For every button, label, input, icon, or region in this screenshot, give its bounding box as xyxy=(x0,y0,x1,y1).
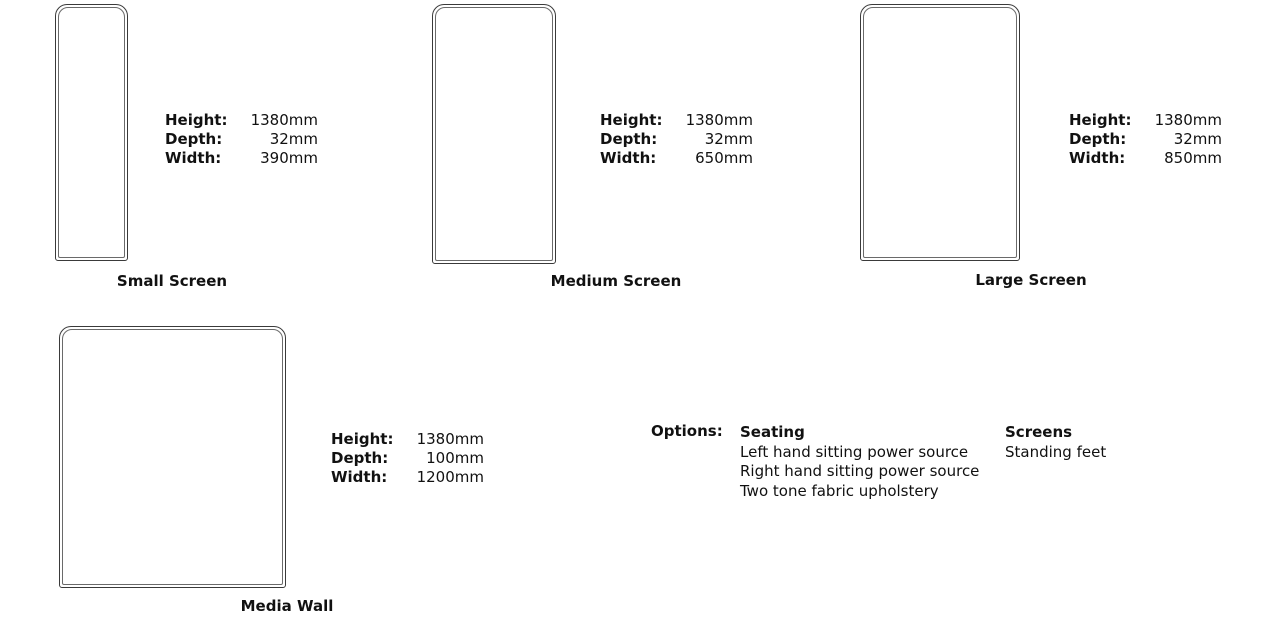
spec-label: Height: xyxy=(1069,111,1132,129)
spec-row-width xyxy=(331,468,484,487)
small-screen-specs xyxy=(165,111,318,168)
seating-option-item: Left hand sitting power source xyxy=(740,442,969,461)
spec-row-height xyxy=(331,430,484,449)
medium-screen-specs xyxy=(600,111,753,168)
spec-label: Width: xyxy=(331,468,388,486)
seating-options xyxy=(740,423,979,501)
spec-value: 100mm xyxy=(426,449,484,467)
spec-label: Depth: xyxy=(600,130,658,148)
screens-option-item: Standing feet xyxy=(1005,442,1107,461)
screens-options xyxy=(1005,423,1106,462)
spec-label: Height: xyxy=(331,430,394,448)
small-screen-panel xyxy=(55,4,128,261)
spec-label: Width: xyxy=(1069,149,1126,167)
spec-row-depth xyxy=(165,130,318,149)
spec-label: Depth: xyxy=(165,130,223,148)
spec-value: 1380mm xyxy=(685,111,753,129)
large-screen-specs xyxy=(1069,111,1222,168)
spec-row-width xyxy=(165,149,318,168)
medium-screen-panel xyxy=(432,4,556,264)
spec-value: 850mm xyxy=(1164,149,1222,167)
spec-value: 32mm xyxy=(704,130,753,148)
spec-row-height xyxy=(600,111,753,130)
spec-row-height xyxy=(165,111,318,130)
spec-label: Height: xyxy=(165,111,228,129)
media-wall-caption: Media Wall xyxy=(240,597,334,615)
small-screen-caption: Small Screen xyxy=(116,272,228,290)
spec-label: Height: xyxy=(600,111,663,129)
spec-value: 32mm xyxy=(269,130,318,148)
seating-heading: Seating xyxy=(740,423,805,441)
spec-label: Width: xyxy=(165,149,222,167)
seating-option-item: Right hand sitting power source xyxy=(740,462,980,480)
options-label: Options: xyxy=(651,422,723,440)
media-wall-panel xyxy=(59,326,286,588)
spec-value: 32mm xyxy=(1173,130,1222,148)
spec-value: 1380mm xyxy=(1154,111,1222,129)
media-wall-specs xyxy=(331,430,484,487)
spec-value: 390mm xyxy=(260,149,318,167)
screens-heading: Screens xyxy=(1005,423,1073,441)
spec-value: 1380mm xyxy=(250,111,318,129)
large-screen-panel xyxy=(860,4,1020,261)
large-screen-caption: Large Screen xyxy=(975,271,1087,289)
spec-value: 650mm xyxy=(695,149,753,167)
spec-label: Width: xyxy=(600,149,657,167)
spec-row-depth xyxy=(331,449,484,468)
spec-value: 1200mm xyxy=(416,468,484,486)
spec-value: 1380mm xyxy=(416,430,484,448)
spec-label: Depth: xyxy=(1069,130,1127,148)
spec-row-width xyxy=(1069,149,1222,168)
seating-option-item: Two tone fabric upholstery xyxy=(740,481,939,500)
spec-label: Depth: xyxy=(331,449,389,467)
spec-row-height xyxy=(1069,111,1222,130)
spec-row-depth xyxy=(1069,130,1222,149)
spec-row-width xyxy=(600,149,753,168)
spec-row-depth xyxy=(600,130,753,149)
medium-screen-caption: Medium Screen xyxy=(550,272,682,290)
